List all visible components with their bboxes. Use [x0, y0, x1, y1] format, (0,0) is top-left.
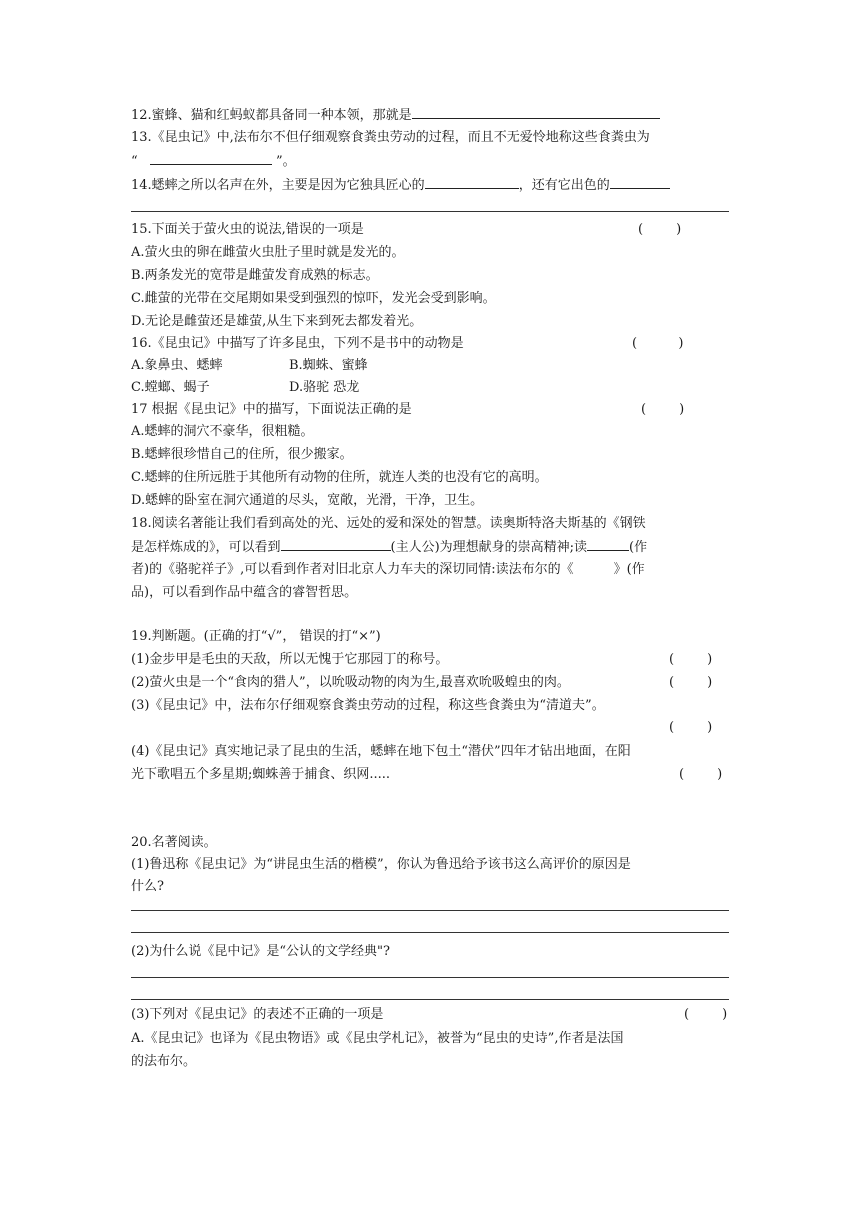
question-17-stem: 17 根据《昆虫记》中的描写，下面说法正确的是 [131, 402, 412, 417]
q17-option-c: C.蟋蟀的住所远胜于其他所有动物的住所，就连人类的也没有它的高明。 [131, 470, 548, 485]
q16-option-a: A.象鼻虫、蟋蟀 [131, 358, 223, 373]
q20-part2-answer-line-1[interactable] [131, 977, 729, 978]
q15-option-c: C.雌萤的光带在交尾期如果受到强烈的惊吓，发光会受到影响。 [131, 291, 496, 306]
q18-text-d: 者)的《骆驼祥子》,可以看到作者对旧北京人力车夫的深切同情:读法布尔的《 [131, 562, 574, 577]
question-19-title: 19.判断题。(正确的打“√”， 错误的打“×”) [131, 629, 381, 644]
q19-statement-3: (3)《昆虫记》中，法布尔仔细观察食粪虫劳动的过程，称这些食粪虫为“清道夫”。 [131, 698, 605, 713]
q17-option-d: D.蟋蟀的卧室在洞穴通道的尽头，宽敞，光滑，干净，卫生。 [131, 493, 484, 508]
q15-option-a: A.萤火虫的卵在雌萤火虫肚子里时就是发光的。 [131, 245, 405, 260]
q20-part2-answer-line-2[interactable] [131, 999, 729, 1000]
q18-blank-protagonist[interactable] [281, 537, 391, 551]
q13-answer-blank[interactable] [150, 151, 272, 165]
q20-part2: (2)为什么说《昆中记》是“公认的文学经典"? [131, 944, 391, 959]
q20-part3-stem: (3)下列对《昆虫记》的表述不正确的一项是 [131, 1007, 384, 1022]
q20-part3-paren[interactable]: ( ) [684, 1007, 728, 1022]
question-16-stem: 16.《昆虫记》中描写了许多昆虫，下列不是书中的动物是 [131, 336, 464, 351]
q16-answer-paren[interactable]: ( ) [632, 336, 684, 351]
q14-text: 14.蟋蟀之所以名声在外，主要是因为它独具匠心的 [131, 178, 425, 193]
q14-blank-2[interactable] [610, 175, 670, 189]
q20-part1-answer-line-1[interactable] [131, 910, 729, 911]
q13-open-quote: “ [131, 154, 138, 169]
q16-options-row-1 [131, 356, 731, 375]
q15-option-d: D.无论是雌萤还是雄萤,从生下来到死去都发着光。 [131, 314, 423, 329]
q13-close-quote: ”。 [275, 154, 296, 169]
q18-text-c: (作 [629, 540, 648, 555]
q19-paren-1[interactable]: ( ) [669, 652, 713, 667]
q20-part1-answer-line-2[interactable] [131, 932, 729, 933]
q20-part1-line1: (1)鲁迅称《昆虫记》为“讲昆虫生活的楷模”，你认为鲁迅给予该书这么高评价的原因是 [131, 857, 631, 872]
question-12 [131, 105, 731, 125]
q16-options-row-2 [131, 378, 731, 397]
question-20-title: 20.名著阅读。 [131, 835, 217, 850]
q12-text: 12.蜜蜂、猫和红蚂蚁都具备同一种本领，那就是 [131, 108, 412, 123]
q12-answer-blank[interactable] [412, 105, 660, 119]
question-18-line3 [131, 560, 731, 579]
q19-paren-3[interactable]: ( ) [669, 720, 713, 735]
q20-part3-option-a-line1: A.《昆虫记》也译为《昆虫物语》或《昆虫学札记》，被誉为“昆虫的史诗”,作者是法国 [131, 1031, 624, 1046]
q17-option-a: A.蟋蟀的洞穴不豪华，很粗糙。 [131, 424, 314, 439]
q14-answer-line[interactable] [131, 211, 729, 212]
q20-part3-option-a-line2: 的法布尔。 [131, 1054, 197, 1069]
q17-answer-paren[interactable]: ( ) [641, 402, 685, 417]
question-13-line2 [131, 151, 731, 171]
q18-blank-author[interactable] [587, 537, 629, 551]
question-15-stem: 15.下面关于萤火虫的说法,错误的一项是 [131, 222, 364, 237]
q14-blank-1[interactable] [425, 175, 519, 189]
q19-paren-4[interactable]: ( ) [679, 767, 723, 782]
question-18-line4: 品)，可以看到作品中蕴含的睿智哲思。 [131, 585, 358, 600]
q18-text-e: 》(作 [613, 562, 645, 577]
q19-paren-2[interactable]: ( ) [669, 675, 713, 690]
q19-statement-1: (1)金步甲是毛虫的天敌，所以无愧于它那园丁的称号。 [131, 652, 449, 667]
q16-option-b: B.蜘蛛、蜜蜂 [289, 358, 368, 373]
q19-statement-2: (2)萤火虫是一个“食肉的猎人”，以吮吸动物的肉为生,最喜欢吮吸蝗虫的肉。 [131, 675, 570, 690]
question-18-line1: 18.阅读名著能让我们看到高处的光、远处的爱和深处的智慧。读奥斯特洛夫斯基的《钢铁 [131, 516, 646, 531]
q16-option-c: C.螳螂、蝎子 [131, 380, 210, 395]
q14-mid-text: ，还有它出色的 [518, 178, 610, 193]
q17-option-b: B.蟋蟀很珍惜自己的住所，很少搬家。 [131, 447, 353, 462]
question-14 [131, 175, 731, 195]
question-13-line1: 13.《昆虫记》中,法布尔不但仔细观察食粪虫劳动的过程，而且不无爱怜地称这些食粪虫为 [131, 130, 650, 145]
q18-text-a: 是怎样炼成的》，可以看到 [131, 540, 281, 555]
q15-answer-paren[interactable]: ( ) [638, 222, 682, 237]
q19-statement-4-line1: (4)《昆虫记》真实地记录了昆虫的生活，蟋蟀在地下包土“潜伏”四年才钻出地面，在阳 [131, 744, 631, 759]
q16-option-d: D.骆驼 恐龙 [289, 380, 360, 395]
question-18-line2 [131, 537, 731, 557]
q15-option-b: B.两条发光的宽带是雌萤发育成熟的标志。 [131, 268, 379, 283]
q20-part1-line2: 什么? [131, 879, 164, 894]
q18-text-b: (主人公)为理想献身的崇高精神;读 [390, 540, 588, 555]
q19-statement-4-line2: 光下歌唱五个多星期;蜘蛛善于捕食、织网..... [131, 767, 391, 782]
